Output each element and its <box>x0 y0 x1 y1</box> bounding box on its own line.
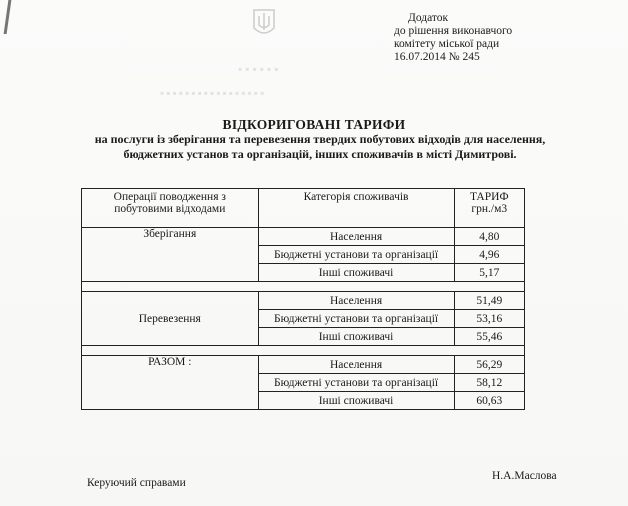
tariffs-table <box>81 188 525 410</box>
table-row <box>82 356 525 374</box>
annex-line: до рішення виконавчого <box>394 25 513 37</box>
tariff-cell: 4,96 <box>454 246 524 264</box>
header-tariff: ТАРИФ грн./м3 <box>454 189 524 228</box>
document-subtitle: на послуги із зберігання та перевезення твердих побутових відходів для населення, бюджетних установ та організацій, інших споживачів в місті Димитрові. <box>94 132 546 161</box>
annex-block <box>394 12 512 64</box>
tariff-cell: 5,17 <box>454 264 524 282</box>
header-operations: Операції поводження з побутовими відходами <box>82 189 259 228</box>
category-cell: Населення <box>258 356 454 374</box>
table-row <box>82 228 525 246</box>
category-cell: Інші споживачі <box>258 264 454 282</box>
bleed-through-text: ▪▪▪▪▪▪▪▪▪▪▪▪▪▪▪▪▪ <box>160 86 267 100</box>
signatory-name: Н.А.Маслова <box>492 470 557 482</box>
category-cell: Інші споживачі <box>258 392 454 410</box>
tariff-cell: 4,80 <box>454 228 524 246</box>
annex-date-number: 16.07.2014 № 245 <box>394 51 480 63</box>
operation-cell: Зберігання <box>82 228 259 282</box>
category-cell: Інші споживачі <box>258 328 454 346</box>
spacer-row <box>82 346 525 356</box>
signatory-position: Керуючий справами <box>87 477 186 489</box>
trident-emblem-icon <box>252 8 276 38</box>
category-cell: Бюджетні установи та організації <box>258 246 454 264</box>
document-title: ВІДКОРИГОВАНІ ТАРИФИ <box>222 117 406 132</box>
operation-cell: РАЗОМ : <box>82 356 259 410</box>
bleed-through-text: ▪▪▪▪▪▪ <box>238 62 282 76</box>
spacer-row <box>82 282 525 292</box>
tariff-cell: 56,29 <box>454 356 524 374</box>
header-category: Категорія споживачів <box>258 189 454 228</box>
tariff-cell: 51,49 <box>454 292 524 310</box>
annex-label: Додаток <box>408 12 449 24</box>
tariff-cell: 60,63 <box>454 392 524 410</box>
scan-artifact <box>4 0 12 34</box>
tariff-cell: 58,12 <box>454 374 524 392</box>
tariff-cell: 55,46 <box>454 328 524 346</box>
category-cell: Бюджетні установи та організації <box>258 310 454 328</box>
annex-line: комітету міської ради <box>394 38 500 50</box>
category-cell: Населення <box>258 228 454 246</box>
category-cell: Бюджетні установи та організації <box>258 374 454 392</box>
table-header-row <box>82 189 525 228</box>
operation-cell: Перевезення <box>82 292 259 346</box>
table-row <box>82 292 525 310</box>
category-cell: Населення <box>258 292 454 310</box>
tariff-cell: 53,16 <box>454 310 524 328</box>
